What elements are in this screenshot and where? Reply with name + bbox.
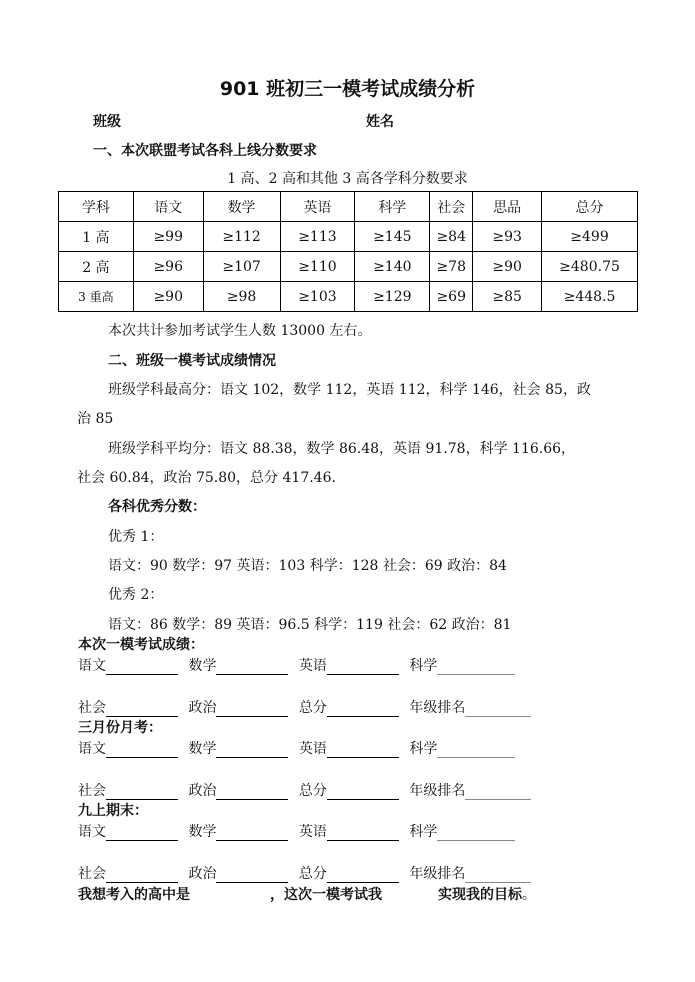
table-cell: ≥113 <box>280 222 355 252</box>
chinese-label: 语文 <box>78 741 106 757</box>
table-cell: ≥140 <box>355 252 430 282</box>
science-blank[interactable] <box>437 660 515 675</box>
block-heading: 九上期末： <box>78 803 148 819</box>
rank-blank[interactable] <box>465 702 531 717</box>
rank-label: 年级排名 <box>409 866 466 882</box>
table-header-cell: 英语 <box>280 192 355 222</box>
politics-label: 政治 <box>188 700 217 716</box>
social-blank[interactable] <box>106 868 178 883</box>
table-cell: ≥499 <box>542 222 638 252</box>
math-blank[interactable] <box>216 660 288 675</box>
social-label: 社会 <box>78 783 106 799</box>
social-blank[interactable] <box>106 702 178 717</box>
english-blank[interactable] <box>327 743 399 758</box>
table-cell: ≥129 <box>355 282 430 312</box>
politics-blank[interactable] <box>216 868 288 883</box>
goal-text-part-2: ，这次一模考试我 <box>270 887 382 903</box>
math-label: 数学 <box>188 824 217 840</box>
avg-scores-line-2: 社会 60.84，政治 75.80，总分 417.46. <box>77 470 336 486</box>
block-heading: 本次一模考试成绩： <box>78 637 204 653</box>
table-cell: ≥145 <box>355 222 430 252</box>
table-cell: ≥480.75 <box>542 252 638 282</box>
table-cell: ≥69 <box>430 282 473 312</box>
english-label: 英语 <box>298 658 327 674</box>
table-cell: ≥103 <box>280 282 355 312</box>
block-heading: 三月份月考： <box>78 720 162 736</box>
table-cell: ≥99 <box>133 222 203 252</box>
chinese-label: 语文 <box>78 658 106 674</box>
table-row <box>59 222 638 252</box>
total-blank[interactable] <box>327 785 399 800</box>
total-label: 总分 <box>298 866 327 882</box>
table-header-row <box>59 192 638 222</box>
chinese-blank[interactable] <box>106 743 178 758</box>
total-blank[interactable] <box>327 868 399 883</box>
fill-row-totals <box>78 697 531 717</box>
table-cell: ≥448.5 <box>542 282 638 312</box>
science-label: 科学 <box>409 824 438 840</box>
english-blank[interactable] <box>327 826 399 841</box>
table-caption: 1 高、2 高和其他 3 高各学科分数要求 <box>227 171 468 187</box>
participants-note: 本次共计参加考试学生人数 13000 左右。 <box>108 323 372 339</box>
table-header-cell: 思品 <box>473 192 542 222</box>
total-label: 总分 <box>298 783 327 799</box>
excellent-1-scores: 语文：90 数学：97 英语：103 科学：128 社会：69 政治：84 <box>108 558 507 574</box>
english-blank[interactable] <box>327 660 399 675</box>
excellent-1-label: 优秀 1： <box>108 529 164 545</box>
table-cell: 3 重高 <box>59 282 134 312</box>
table-cell: ≥112 <box>203 222 280 252</box>
table-cell: ≥93 <box>473 222 542 252</box>
table-cell: ≥78 <box>430 252 473 282</box>
table-header-cell: 数学 <box>203 192 280 222</box>
table-header-cell: 科学 <box>355 192 430 222</box>
politics-blank[interactable] <box>216 785 288 800</box>
rank-label: 年级排名 <box>409 700 466 716</box>
table-header-cell: 语文 <box>133 192 203 222</box>
section-1-heading: 一、本次联盟考试各科上线分数要求 <box>93 143 317 159</box>
math-blank[interactable] <box>216 826 288 841</box>
table-cell: ≥110 <box>280 252 355 282</box>
chinese-blank[interactable] <box>106 660 178 675</box>
max-scores-line-1: 班级学科最高分：语文 102，数学 112，英语 112，科学 146，社会 85，政 <box>108 382 591 398</box>
page-title: 901 班初三一模考试成绩分析 <box>219 78 476 100</box>
science-label: 科学 <box>409 741 438 757</box>
goal-text-part-3: 实现我的目标 <box>438 887 522 903</box>
science-blank[interactable] <box>437 743 515 758</box>
science-label: 科学 <box>409 658 438 674</box>
excellent-heading: 各科优秀分数： <box>108 499 206 515</box>
goal-text-part-1: 我想考入的高中是 <box>78 887 190 903</box>
score-requirements-table <box>58 191 638 312</box>
table-header-cell: 社会 <box>430 192 473 222</box>
science-blank[interactable] <box>437 826 515 841</box>
total-label: 总分 <box>298 700 327 716</box>
politics-label: 政治 <box>188 783 217 799</box>
table-row <box>59 282 638 312</box>
fill-row-totals <box>78 780 531 800</box>
math-label: 数学 <box>188 658 217 674</box>
politics-label: 政治 <box>188 866 217 882</box>
rank-label: 年级排名 <box>409 783 466 799</box>
social-blank[interactable] <box>106 785 178 800</box>
fill-row-subjects <box>78 655 515 675</box>
table-header-cell: 学科 <box>59 192 134 222</box>
chinese-blank[interactable] <box>106 826 178 841</box>
table-cell: 1 高 <box>59 222 134 252</box>
english-label: 英语 <box>298 824 327 840</box>
table-cell: ≥98 <box>203 282 280 312</box>
table-header-cell: 总分 <box>542 192 638 222</box>
table-cell: ≥85 <box>473 282 542 312</box>
avg-scores-line-1: 班级学科平均分：语文 88.38，数学 86.48，英语 91.78，科学 116.66， <box>108 441 576 457</box>
table-cell: ≥90 <box>133 282 203 312</box>
goal-text-end: 。 <box>522 887 536 903</box>
fill-row-subjects <box>78 738 515 758</box>
table-cell: ≥84 <box>430 222 473 252</box>
table-cell: ≥107 <box>203 252 280 282</box>
table-cell: 2 高 <box>59 252 134 282</box>
rank-blank[interactable] <box>465 868 531 883</box>
fill-row-subjects <box>78 821 515 841</box>
class-label: 班级 <box>93 114 121 130</box>
english-label: 英语 <box>298 741 327 757</box>
social-label: 社会 <box>78 700 106 716</box>
table-cell: ≥96 <box>133 252 203 282</box>
social-label: 社会 <box>78 866 106 882</box>
name-label: 姓名 <box>366 114 394 130</box>
table-row <box>59 252 638 282</box>
goal-line <box>78 884 536 904</box>
max-scores-line-2: 治 85 <box>77 411 114 427</box>
section-2-heading: 二、班级一模考试成绩情况 <box>108 353 276 369</box>
excellent-2-label: 优秀 2： <box>108 587 164 603</box>
fill-row-totals <box>78 863 531 883</box>
excellent-2-scores: 语文：86 数学：89 英语：96.5 科学：119 社会：62 政治：81 <box>108 617 512 633</box>
politics-blank[interactable] <box>216 702 288 717</box>
math-label: 数学 <box>188 741 217 757</box>
total-blank[interactable] <box>327 702 399 717</box>
rank-blank[interactable] <box>465 785 531 800</box>
math-blank[interactable] <box>216 743 288 758</box>
table-cell: ≥90 <box>473 252 542 282</box>
chinese-label: 语文 <box>78 824 106 840</box>
